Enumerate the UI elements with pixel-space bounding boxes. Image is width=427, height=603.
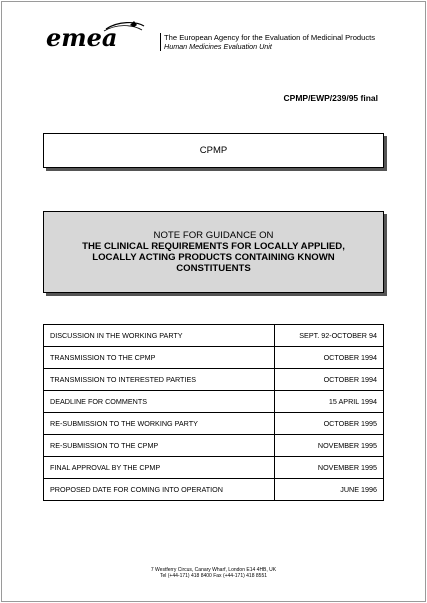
date-cell: SEPT. 92-OCTOBER 94 (275, 325, 384, 347)
table-row (44, 479, 384, 501)
milestone-cell: TRANSMISSION TO THE CPMP (44, 347, 275, 369)
agency-block (160, 33, 400, 51)
date-cell: JUNE 1996 (275, 479, 384, 501)
date-cell: OCTOBER 1994 (275, 347, 384, 369)
date-cell: 15 APRIL 1994 (275, 391, 384, 413)
title-line-1: NOTE FOR GUIDANCE ON (153, 230, 274, 241)
table-row (44, 391, 384, 413)
agency-name: The European Agency for the Evaluation of Medicinal Products (164, 33, 376, 42)
guidance-title-box (43, 211, 384, 293)
title-line-2: THE CLINICAL REQUIREMENTS FOR LOCALLY APPLIED, (82, 241, 345, 252)
date-cell: OCTOBER 1994 (275, 369, 384, 391)
footer (0, 567, 427, 579)
footer-address: 7 Westferry Circus, Canary Wharf, London E14 4HB, UK (150, 567, 277, 573)
footer-contact: Tel (+44-171) 418 8400 Fax (+44-171) 418 8551 (159, 573, 268, 579)
committee-box (43, 133, 384, 168)
emea-logo-mark (44, 20, 156, 52)
table-row (44, 325, 384, 347)
agency-unit: Human Medicines Evaluation Unit (164, 42, 272, 51)
committee-label: CPMP (199, 145, 228, 156)
table-row (44, 457, 384, 479)
milestone-cell: PROPOSED DATE FOR COMING INTO OPERATION (44, 479, 275, 501)
timeline-table (43, 324, 384, 501)
page-border (1, 1, 426, 602)
emea-logo-text: emea (46, 23, 118, 52)
table-row (44, 369, 384, 391)
date-cell: OCTOBER 1995 (275, 413, 384, 435)
date-cell: NOVEMBER 1995 (275, 457, 384, 479)
title-line-3: LOCALLY ACTING PRODUCTS CONTAINING KNOWN (92, 252, 335, 263)
table-row (44, 347, 384, 369)
date-cell: NOVEMBER 1995 (275, 435, 384, 457)
milestone-cell: TRANSMISSION TO INTERESTED PARTIES (44, 369, 275, 391)
table-row (44, 413, 384, 435)
document-reference: CPMP/EWP/239/95 final (283, 93, 378, 103)
milestone-cell: DEADLINE FOR COMMENTS (44, 391, 275, 413)
milestone-cell: RE-SUBMISSION TO THE WORKING PARTY (44, 413, 275, 435)
title-line-4: CONSTITUENTS (176, 263, 251, 274)
emea-logo (44, 20, 156, 52)
milestone-cell: RE-SUBMISSION TO THE CPMP (44, 435, 275, 457)
milestone-cell: DISCUSSION IN THE WORKING PARTY (44, 325, 275, 347)
table-row (44, 435, 384, 457)
milestone-cell: FINAL APPROVAL BY THE CPMP (44, 457, 275, 479)
